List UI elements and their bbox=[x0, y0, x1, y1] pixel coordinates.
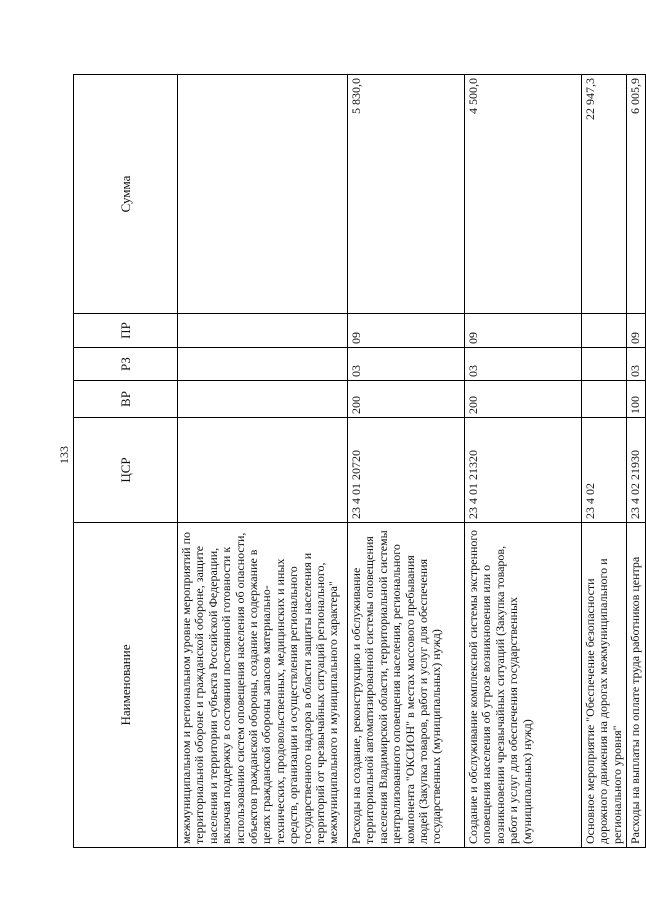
cell-vr bbox=[178, 381, 348, 418]
page-number: 133 bbox=[57, 446, 71, 464]
table-row bbox=[627, 75, 645, 848]
table-row bbox=[178, 75, 348, 848]
cell-rz: 03 bbox=[348, 348, 465, 381]
cell-rz: 03 bbox=[627, 348, 645, 381]
cell-vr: 200 bbox=[465, 381, 582, 418]
cell-sum: 4 500,0 bbox=[465, 75, 582, 314]
budget-table bbox=[73, 74, 646, 848]
cell-csr: 23 4 02 bbox=[582, 418, 627, 523]
cell-name: Расходы на создание, реконструкцию и обслуживание территориальной автоматизированной системы оповещения населения Владимирской области, территориальной системы централизованного оповещения населения, регионального компонента "ОКСИОН" в местах массового пребывания людей (Закупка товаров, работ и услуг для обеспечения государственных (муниципальных) нужд) bbox=[348, 523, 465, 848]
cell-pr bbox=[178, 314, 348, 348]
table-row bbox=[582, 75, 627, 848]
cell-vr bbox=[582, 381, 627, 418]
cell-name: межмуниципальном и региональном уровне мероприятий по территориальной обороне и гражданской обороне, защите населения и территории субъекта Российской Федерации, включая поддержку в состоянии постоянной готовности к использованию систем оповещения населения об опасности, объектов гражданской обороны, создание и содержание в целях гражданской обороны запасов материально-технических, продовольственных, медицинских и иных средств, организации и осуществления регионального государственного надзора в области защиты населения и территорий от чрезвычайных ситуаций регионального, межмуниципального и муниципального характера" bbox=[178, 523, 348, 848]
cell-rz: 03 bbox=[465, 348, 582, 381]
header-rz: РЗ bbox=[74, 348, 178, 381]
cell-vr: 200 bbox=[348, 381, 465, 418]
header-name: Наименование bbox=[74, 523, 178, 848]
cell-csr: 23 4 02 21930 bbox=[627, 418, 645, 523]
cell-name: Создание и обслуживание комплексной системы экстренного оповещения населения об угрозе возникновения или о возникновении чрезвычайных ситуаций (Закупка товаров, работ и услуг для обеспечения государственных (муниципальных) нужд) bbox=[465, 523, 582, 848]
table-header-row bbox=[74, 75, 178, 848]
cell-sum: 22 947,3 bbox=[582, 75, 627, 314]
cell-name: Основное мероприятие "Обеспечение безопасности дорожного движения на дорогах межмуниципального и регионального уровня" bbox=[582, 523, 627, 848]
header-sum: Сумма bbox=[74, 75, 178, 314]
cell-name: Расходы на выплаты по оплате труда работников центра bbox=[627, 523, 645, 848]
cell-pr bbox=[582, 314, 627, 348]
header-csr: ЦСР bbox=[74, 418, 178, 523]
table-row bbox=[348, 75, 465, 848]
cell-rz bbox=[582, 348, 627, 381]
cell-sum: 5 830,0 bbox=[348, 75, 465, 314]
cell-rz bbox=[178, 348, 348, 381]
cell-sum: 6 005,9 bbox=[627, 75, 645, 314]
cell-csr bbox=[178, 418, 348, 523]
header-vr: ВР bbox=[74, 381, 178, 418]
cell-csr: 23 4 01 20720 bbox=[348, 418, 465, 523]
cell-csr: 23 4 01 21320 bbox=[465, 418, 582, 523]
cell-pr: 09 bbox=[465, 314, 582, 348]
cell-pr: 09 bbox=[348, 314, 465, 348]
cell-pr: 09 bbox=[627, 314, 645, 348]
cell-sum bbox=[178, 75, 348, 314]
cell-vr: 100 bbox=[627, 381, 645, 418]
table-row bbox=[465, 75, 582, 848]
header-pr: ПР bbox=[74, 314, 178, 348]
